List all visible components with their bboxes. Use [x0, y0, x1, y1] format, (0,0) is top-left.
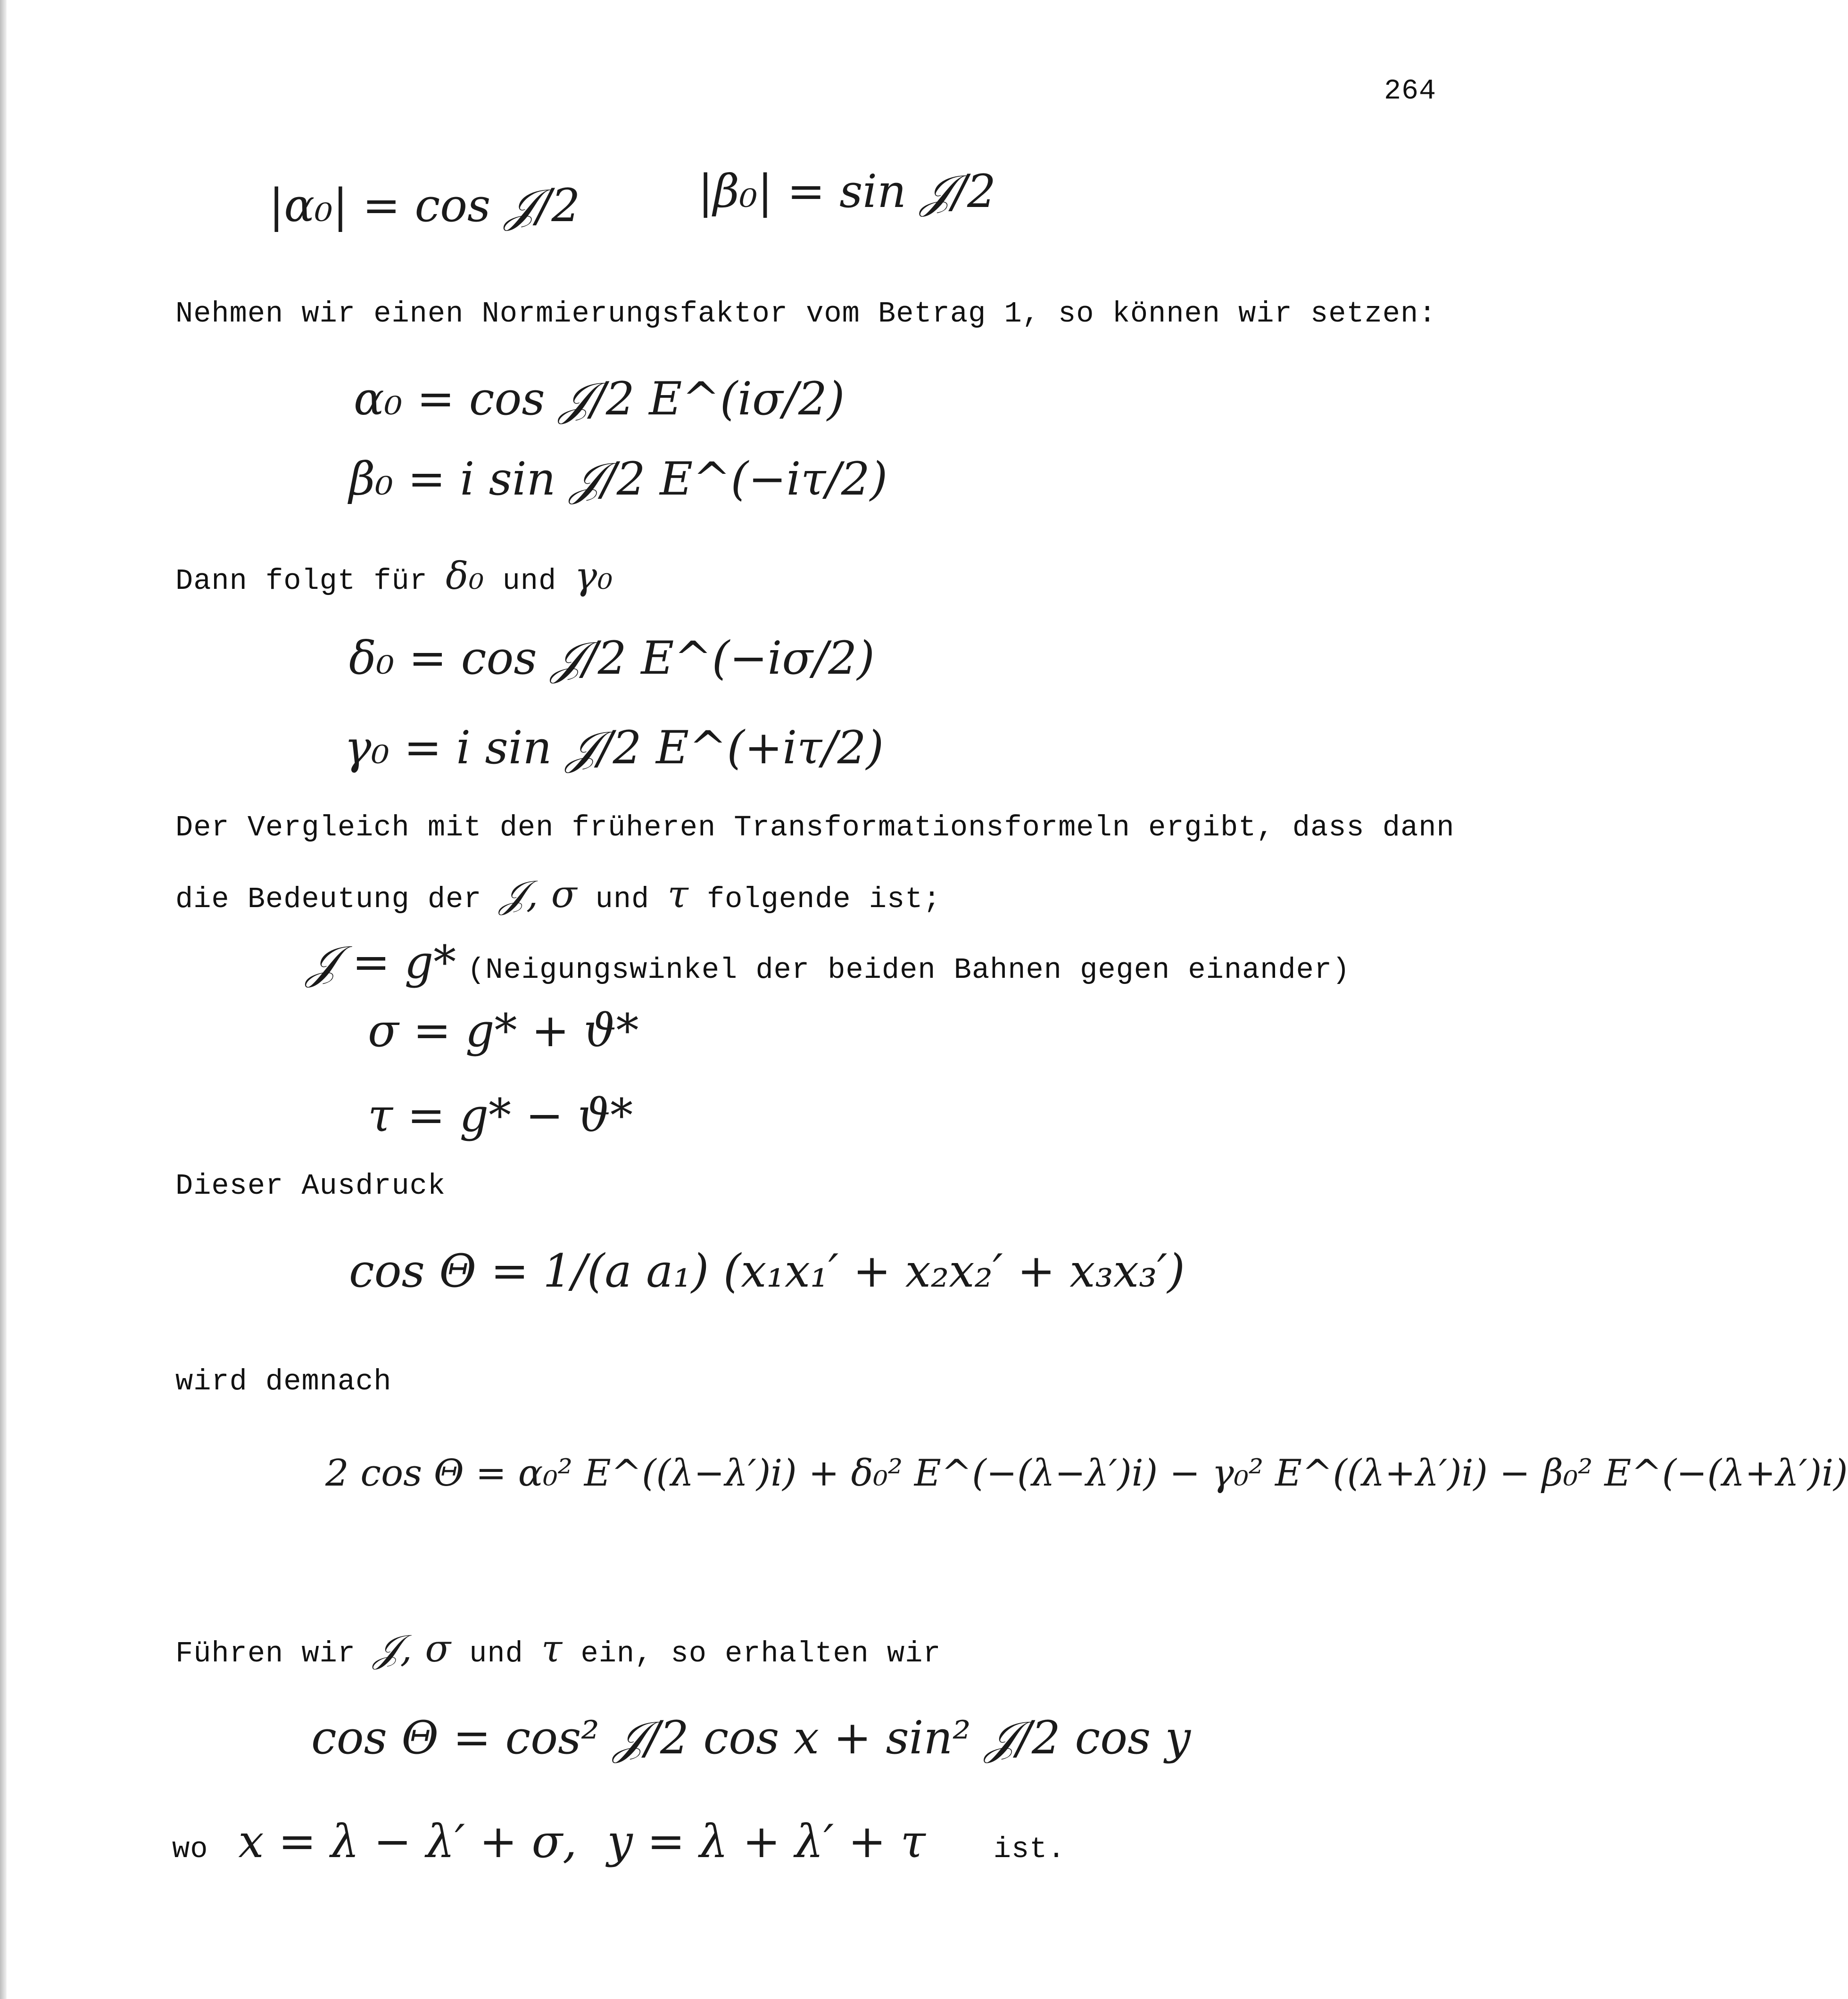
equation-wo-line: [172, 1815, 1066, 1868]
text-ist: ist.: [993, 1833, 1066, 1866]
page-number: 264: [1384, 75, 1437, 107]
symbol-gamma0: γ₀: [574, 554, 613, 598]
equation-sigma: σ = g* + ϑ*: [368, 1004, 639, 1057]
equation-cos-theta-result: cos Θ = cos² 𝒥/2 cos x + sin² 𝒥/2 cos y: [311, 1711, 1191, 1764]
equation-tau: τ = g* − ϑ*: [368, 1089, 633, 1142]
equation-j-equals-g: 𝒥 = g*: [307, 936, 456, 989]
equation-abs-alpha: |α₀| = cos 𝒥/2: [269, 179, 580, 232]
equation-alpha0: α₀ = cos 𝒥/2 E^(iσ/2): [354, 372, 845, 425]
text-dann-folgt: Dann folgt für: [175, 564, 428, 598]
equation-y-def: y = λ + λ′ + τ: [607, 1815, 926, 1868]
text-line-dann-folgt: [175, 554, 613, 598]
equation-cos-theta: cos Θ = 1/(a a₁) (x₁x₁′ + x₂x₂′ + x₃x₃′): [349, 1245, 1185, 1297]
text-und-2: und: [595, 883, 650, 916]
equation-x-def: x = λ − λ′ + σ,: [238, 1815, 577, 1868]
symbol-delta0: δ₀: [446, 554, 485, 598]
text-neigungswinkel: (Neigungswinkel der beiden Bahnen gegen einander): [467, 953, 1351, 987]
equation-j-line: [307, 936, 1350, 990]
text-und-3: und: [469, 1637, 523, 1670]
equation-beta0: β₀ = i sin 𝒥/2 E^(−iτ/2): [349, 453, 888, 505]
equation-abs-beta: |β₀| = sin 𝒥/2: [698, 165, 996, 218]
text-bedeutung: die Bedeutung der: [175, 883, 482, 916]
text-fuehren-wir: Führen wir: [175, 1637, 356, 1670]
symbol-tau: τ: [667, 872, 689, 916]
page-edge: [0, 0, 7, 1999]
text-line-normierung: Nehmen wir einen Normierungsfaktor vom Betrag 1, so können wir setzen:: [175, 297, 1437, 330]
text-folgende: folgende ist;: [706, 883, 941, 916]
equation-2cos-theta: 2 cos Θ = α₀² E^((λ−λ′)i) + δ₀² E^(−(λ−λ′)i) − γ₀² E^((λ+λ′)i) − β₀² E^(−(λ+λ′)i): [325, 1452, 1848, 1495]
text-line-bedeutung: [175, 872, 941, 917]
symbol-j-sigma: 𝒥, σ: [499, 872, 578, 916]
equation-delta0: δ₀ = cos 𝒥/2 E^(−iσ/2): [349, 632, 875, 685]
text-dieser-ausdruck: Dieser Ausdruck: [175, 1169, 446, 1203]
equation-gamma0: γ₀ = i sin 𝒥/2 E^(+iτ/2): [344, 721, 884, 774]
text-wird-demnach: wird demnach: [175, 1365, 392, 1398]
text-wo: wo: [172, 1833, 208, 1866]
text-ein-so-erhalten: ein, so erhalten wir: [580, 1637, 941, 1670]
symbol-j-sigma-2: 𝒥, σ: [373, 1627, 451, 1670]
text-line-fuehren: [175, 1627, 941, 1671]
symbol-tau-2: τ: [541, 1627, 563, 1670]
text-und: und: [502, 564, 557, 598]
text-line-vergleich: Der Vergleich mit den früheren Transformationsformeln ergibt, dass dann: [175, 811, 1455, 844]
